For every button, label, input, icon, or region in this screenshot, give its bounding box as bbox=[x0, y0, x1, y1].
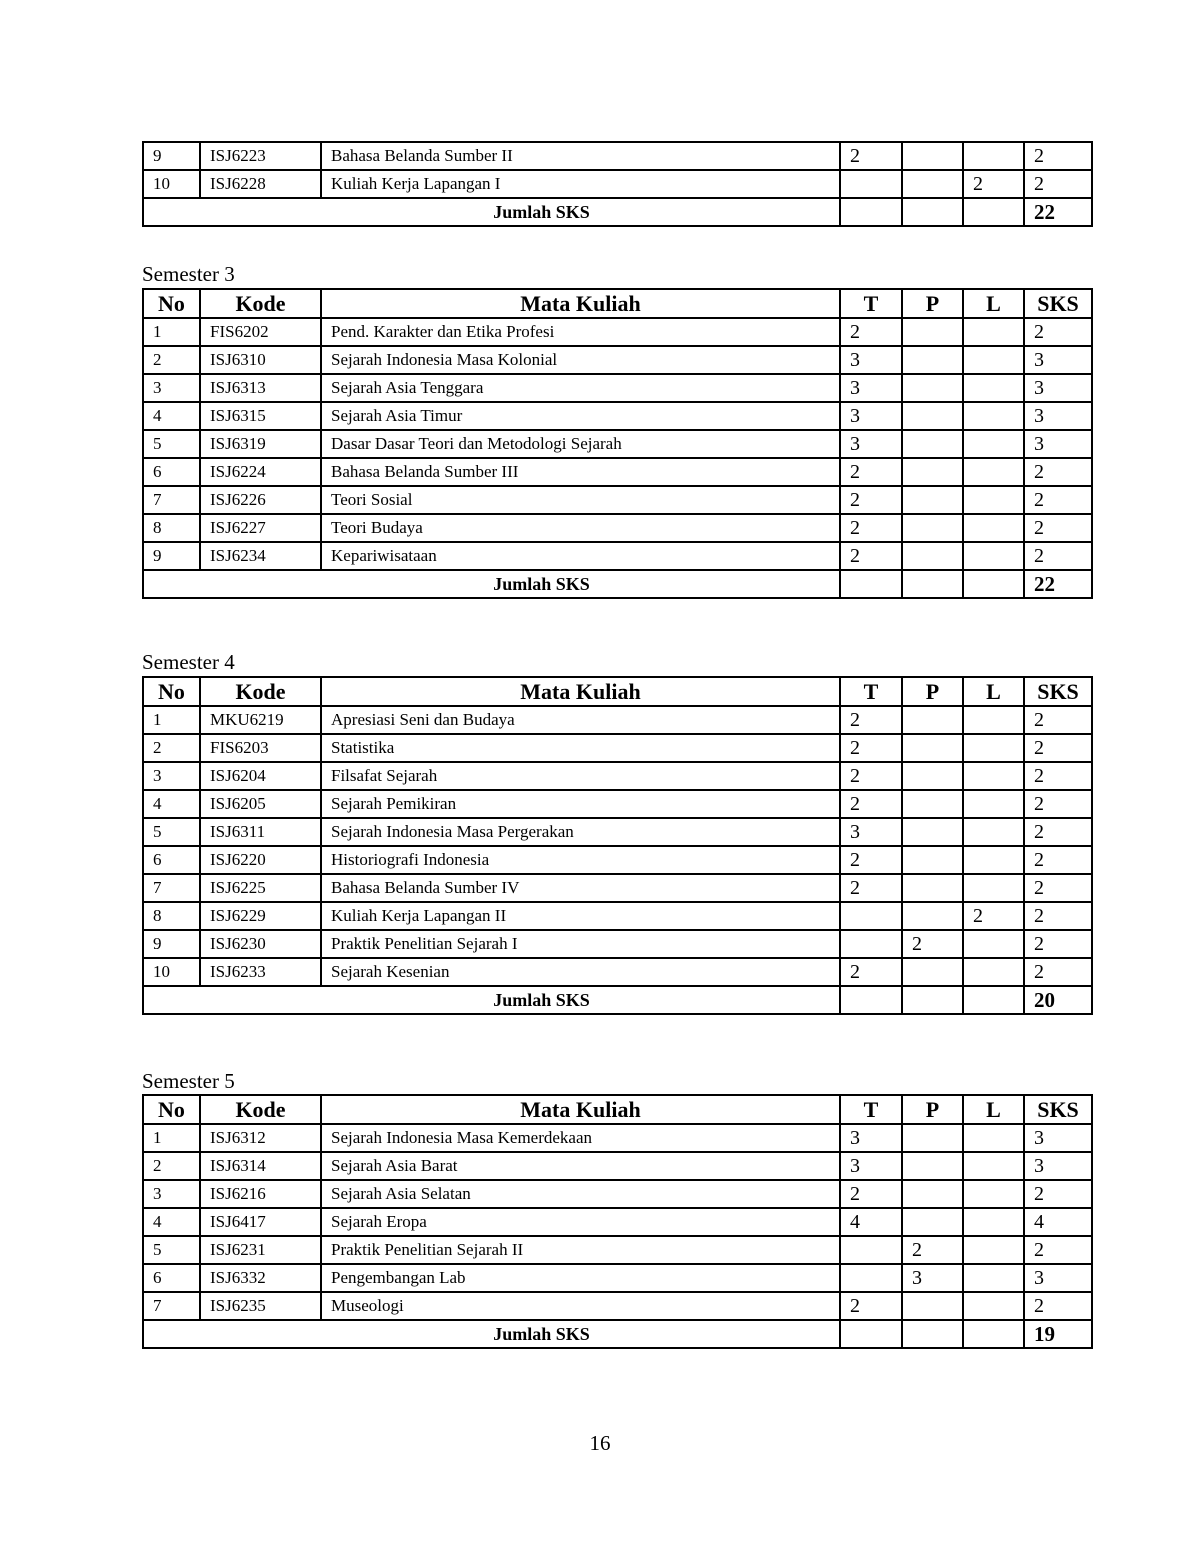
cell-no: 5 bbox=[143, 1236, 200, 1264]
header-kode: Kode bbox=[200, 677, 321, 706]
table-row bbox=[143, 170, 1092, 198]
page-number: 16 bbox=[589, 1431, 611, 1455]
cell-sks: 2 bbox=[1024, 958, 1092, 986]
cell-mata-kuliah: Kepariwisataan bbox=[321, 542, 840, 570]
cell-no: 10 bbox=[143, 958, 200, 986]
cell-no: 6 bbox=[143, 1264, 200, 1292]
cell-mata-kuliah: Statistika bbox=[321, 734, 840, 762]
cell-mata-kuliah: Kuliah Kerja Lapangan II bbox=[321, 902, 840, 930]
cell-kode: ISJ6224 bbox=[200, 458, 321, 486]
total-row bbox=[143, 1320, 1092, 1348]
cell-t: 2 bbox=[840, 1180, 902, 1208]
header-kode: Kode bbox=[200, 1095, 321, 1124]
table-row bbox=[143, 846, 1092, 874]
table-row bbox=[143, 542, 1092, 570]
course-table-semester-5 bbox=[142, 1094, 1093, 1349]
cell-kode: ISJ6311 bbox=[200, 818, 321, 846]
cell-p bbox=[902, 374, 963, 402]
cell-no: 2 bbox=[143, 346, 200, 374]
cell-sks: 2 bbox=[1024, 818, 1092, 846]
cell-sks: 2 bbox=[1024, 790, 1092, 818]
cell-t bbox=[840, 1264, 902, 1292]
table-row bbox=[143, 346, 1092, 374]
cell-t: 3 bbox=[840, 374, 902, 402]
total-sks-value: 20 bbox=[1024, 986, 1092, 1014]
cell-kode: ISJ6205 bbox=[200, 790, 321, 818]
cell-sks: 2 bbox=[1024, 706, 1092, 734]
cell-kode: ISJ6216 bbox=[200, 1180, 321, 1208]
cell-no: 8 bbox=[143, 902, 200, 930]
cell-sks: 2 bbox=[1024, 902, 1092, 930]
cell-t: 3 bbox=[840, 346, 902, 374]
cell-sks: 2 bbox=[1024, 762, 1092, 790]
header-row bbox=[143, 677, 1092, 706]
cell-mata-kuliah: Filsafat Sejarah bbox=[321, 762, 840, 790]
cell-mata-kuliah: Praktik Penelitian Sejarah II bbox=[321, 1236, 840, 1264]
table-row bbox=[143, 318, 1092, 346]
cell-kode: ISJ6233 bbox=[200, 958, 321, 986]
header-sks: SKS bbox=[1024, 1095, 1092, 1124]
cell-l bbox=[963, 1236, 1024, 1264]
cell-no: 3 bbox=[143, 762, 200, 790]
cell-p bbox=[902, 542, 963, 570]
cell-mata-kuliah: Kuliah Kerja Lapangan I bbox=[321, 170, 840, 198]
table-row bbox=[143, 458, 1092, 486]
cell-kode: ISJ6332 bbox=[200, 1264, 321, 1292]
course-table-semester-4 bbox=[142, 676, 1093, 1015]
cell-mata-kuliah: Sejarah Kesenian bbox=[321, 958, 840, 986]
total-sks-value: 22 bbox=[1024, 198, 1092, 226]
cell-t: 2 bbox=[840, 706, 902, 734]
cell-sks: 2 bbox=[1024, 734, 1092, 762]
header-kode: Kode bbox=[200, 289, 321, 318]
table-row bbox=[143, 1236, 1092, 1264]
cell-kode: ISJ6220 bbox=[200, 846, 321, 874]
course-table-continued bbox=[142, 141, 1093, 227]
cell-l bbox=[963, 734, 1024, 762]
cell-no: 3 bbox=[143, 374, 200, 402]
cell-t: 2 bbox=[840, 762, 902, 790]
cell-t: 2 bbox=[840, 958, 902, 986]
cell-kode: ISJ6314 bbox=[200, 1152, 321, 1180]
cell-sks: 2 bbox=[1024, 846, 1092, 874]
total-sks-value: 22 bbox=[1024, 570, 1092, 598]
cell-p bbox=[902, 1208, 963, 1236]
header-t: T bbox=[840, 1095, 902, 1124]
total-label: Jumlah SKS bbox=[143, 198, 840, 226]
total-label: Jumlah SKS bbox=[143, 1320, 840, 1348]
header-t: T bbox=[840, 677, 902, 706]
cell-mata-kuliah: Sejarah Eropa bbox=[321, 1208, 840, 1236]
empty-cell bbox=[963, 570, 1024, 598]
header-row bbox=[143, 1095, 1092, 1124]
cell-no: 9 bbox=[143, 542, 200, 570]
header-t: T bbox=[840, 289, 902, 318]
cell-sks: 2 bbox=[1024, 514, 1092, 542]
cell-mata-kuliah: Sejarah Pemikiran bbox=[321, 790, 840, 818]
cell-sks: 3 bbox=[1024, 374, 1092, 402]
cell-l bbox=[963, 1264, 1024, 1292]
table-body bbox=[143, 142, 1092, 226]
cell-l bbox=[963, 790, 1024, 818]
cell-kode: ISJ6230 bbox=[200, 930, 321, 958]
cell-kode: MKU6219 bbox=[200, 706, 321, 734]
cell-kode: ISJ6228 bbox=[200, 170, 321, 198]
semester-title: Semester 5 bbox=[142, 1069, 235, 1093]
cell-l bbox=[963, 818, 1024, 846]
cell-l bbox=[963, 706, 1024, 734]
cell-mata-kuliah: Historiografi Indonesia bbox=[321, 846, 840, 874]
empty-cell bbox=[963, 1320, 1024, 1348]
cell-sks: 2 bbox=[1024, 170, 1092, 198]
cell-kode: ISJ6234 bbox=[200, 542, 321, 570]
cell-p bbox=[902, 874, 963, 902]
cell-sks: 2 bbox=[1024, 458, 1092, 486]
cell-no: 7 bbox=[143, 874, 200, 902]
cell-no: 6 bbox=[143, 458, 200, 486]
cell-sks: 3 bbox=[1024, 1264, 1092, 1292]
cell-no: 7 bbox=[143, 1292, 200, 1320]
course-table-semester-3 bbox=[142, 288, 1093, 599]
table-row bbox=[143, 1180, 1092, 1208]
table-row bbox=[143, 874, 1092, 902]
cell-l bbox=[963, 930, 1024, 958]
table-row bbox=[143, 1152, 1092, 1180]
table-row bbox=[143, 958, 1092, 986]
cell-mata-kuliah: Teori Sosial bbox=[321, 486, 840, 514]
cell-t: 2 bbox=[840, 542, 902, 570]
cell-sks: 3 bbox=[1024, 430, 1092, 458]
cell-t: 3 bbox=[840, 818, 902, 846]
cell-sks: 2 bbox=[1024, 930, 1092, 958]
cell-no: 2 bbox=[143, 1152, 200, 1180]
cell-t: 3 bbox=[840, 430, 902, 458]
cell-kode: ISJ6235 bbox=[200, 1292, 321, 1320]
cell-p bbox=[902, 318, 963, 346]
cell-kode: ISJ6226 bbox=[200, 486, 321, 514]
cell-sks: 2 bbox=[1024, 486, 1092, 514]
cell-kode: ISJ6229 bbox=[200, 902, 321, 930]
cell-t: 2 bbox=[840, 486, 902, 514]
cell-mata-kuliah: Sejarah Asia Selatan bbox=[321, 1180, 840, 1208]
cell-sks: 2 bbox=[1024, 1292, 1092, 1320]
cell-mata-kuliah: Praktik Penelitian Sejarah I bbox=[321, 930, 840, 958]
cell-t bbox=[840, 902, 902, 930]
table-row bbox=[143, 142, 1092, 170]
cell-l bbox=[963, 1208, 1024, 1236]
cell-no: 10 bbox=[143, 170, 200, 198]
cell-no: 4 bbox=[143, 1208, 200, 1236]
cell-t bbox=[840, 170, 902, 198]
cell-t: 3 bbox=[840, 1124, 902, 1152]
table-row bbox=[143, 374, 1092, 402]
cell-no: 9 bbox=[143, 930, 200, 958]
cell-kode: ISJ6312 bbox=[200, 1124, 321, 1152]
cell-p bbox=[902, 790, 963, 818]
cell-l bbox=[963, 142, 1024, 170]
cell-no: 2 bbox=[143, 734, 200, 762]
empty-cell bbox=[840, 986, 902, 1014]
table-row bbox=[143, 734, 1092, 762]
cell-sks: 3 bbox=[1024, 346, 1092, 374]
total-sks-value: 19 bbox=[1024, 1320, 1092, 1348]
cell-l bbox=[963, 374, 1024, 402]
cell-l: 2 bbox=[963, 170, 1024, 198]
table-row bbox=[143, 818, 1092, 846]
cell-p bbox=[902, 1292, 963, 1320]
cell-mata-kuliah: Pend. Karakter dan Etika Profesi bbox=[321, 318, 840, 346]
cell-kode: ISJ6315 bbox=[200, 402, 321, 430]
cell-sks: 3 bbox=[1024, 1124, 1092, 1152]
cell-l bbox=[963, 346, 1024, 374]
total-label: Jumlah SKS bbox=[143, 986, 840, 1014]
header-l: L bbox=[963, 289, 1024, 318]
header-no: No bbox=[143, 289, 200, 318]
cell-t: 3 bbox=[840, 402, 902, 430]
cell-p bbox=[902, 762, 963, 790]
cell-p bbox=[902, 170, 963, 198]
cell-kode: ISJ6225 bbox=[200, 874, 321, 902]
empty-cell bbox=[840, 570, 902, 598]
cell-kode: FIS6202 bbox=[200, 318, 321, 346]
header-l: L bbox=[963, 677, 1024, 706]
cell-p bbox=[902, 514, 963, 542]
cell-l bbox=[963, 542, 1024, 570]
cell-p bbox=[902, 706, 963, 734]
cell-l bbox=[963, 458, 1024, 486]
cell-l bbox=[963, 1152, 1024, 1180]
cell-l bbox=[963, 958, 1024, 986]
table-row bbox=[143, 930, 1092, 958]
cell-l bbox=[963, 874, 1024, 902]
cell-sks: 2 bbox=[1024, 542, 1092, 570]
cell-p: 2 bbox=[902, 1236, 963, 1264]
total-row bbox=[143, 986, 1092, 1014]
cell-mata-kuliah: Sejarah Indonesia Masa Kolonial bbox=[321, 346, 840, 374]
cell-mata-kuliah: Bahasa Belanda Sumber III bbox=[321, 458, 840, 486]
semester-title: Semester 4 bbox=[142, 650, 235, 674]
table-row bbox=[143, 402, 1092, 430]
cell-l bbox=[963, 514, 1024, 542]
cell-p bbox=[902, 1124, 963, 1152]
table-row bbox=[143, 430, 1092, 458]
empty-cell bbox=[902, 986, 963, 1014]
cell-mata-kuliah: Apresiasi Seni dan Budaya bbox=[321, 706, 840, 734]
cell-l bbox=[963, 402, 1024, 430]
cell-no: 1 bbox=[143, 318, 200, 346]
cell-t: 3 bbox=[840, 1152, 902, 1180]
empty-cell bbox=[963, 986, 1024, 1014]
cell-p bbox=[902, 1180, 963, 1208]
table-header bbox=[143, 289, 1092, 318]
cell-p bbox=[902, 430, 963, 458]
header-no: No bbox=[143, 1095, 200, 1124]
cell-l bbox=[963, 1180, 1024, 1208]
total-row bbox=[143, 570, 1092, 598]
cell-no: 3 bbox=[143, 1180, 200, 1208]
cell-t: 2 bbox=[840, 142, 902, 170]
cell-no: 1 bbox=[143, 706, 200, 734]
cell-p bbox=[902, 486, 963, 514]
cell-t: 2 bbox=[840, 734, 902, 762]
cell-kode: ISJ6417 bbox=[200, 1208, 321, 1236]
empty-cell bbox=[902, 198, 963, 226]
cell-p bbox=[902, 142, 963, 170]
cell-kode: ISJ6310 bbox=[200, 346, 321, 374]
cell-sks: 2 bbox=[1024, 142, 1092, 170]
table-row bbox=[143, 706, 1092, 734]
cell-sks: 2 bbox=[1024, 1236, 1092, 1264]
cell-t: 2 bbox=[840, 846, 902, 874]
cell-p bbox=[902, 734, 963, 762]
cell-sks: 4 bbox=[1024, 1208, 1092, 1236]
cell-mata-kuliah: Dasar Dasar Teori dan Metodologi Sejarah bbox=[321, 430, 840, 458]
cell-l bbox=[963, 1292, 1024, 1320]
cell-p: 2 bbox=[902, 930, 963, 958]
table-row bbox=[143, 1264, 1092, 1292]
table-row bbox=[143, 902, 1092, 930]
table-row bbox=[143, 514, 1092, 542]
cell-l: 2 bbox=[963, 902, 1024, 930]
table-body bbox=[143, 706, 1092, 1014]
cell-mata-kuliah: Sejarah Indonesia Masa Pergerakan bbox=[321, 818, 840, 846]
cell-mata-kuliah: Bahasa Belanda Sumber IV bbox=[321, 874, 840, 902]
cell-p bbox=[902, 958, 963, 986]
cell-mata-kuliah: Sejarah Asia Timur bbox=[321, 402, 840, 430]
cell-mata-kuliah: Sejarah Asia Barat bbox=[321, 1152, 840, 1180]
cell-kode: FIS6203 bbox=[200, 734, 321, 762]
table-header bbox=[143, 677, 1092, 706]
table-body bbox=[143, 318, 1092, 598]
total-row bbox=[143, 198, 1092, 226]
cell-no: 7 bbox=[143, 486, 200, 514]
empty-cell bbox=[963, 198, 1024, 226]
semester-title: Semester 3 bbox=[142, 262, 235, 286]
cell-sks: 2 bbox=[1024, 1180, 1092, 1208]
cell-mata-kuliah: Sejarah Asia Tenggara bbox=[321, 374, 840, 402]
cell-t: 2 bbox=[840, 1292, 902, 1320]
total-label: Jumlah SKS bbox=[143, 570, 840, 598]
empty-cell bbox=[840, 1320, 902, 1348]
table-body bbox=[143, 1124, 1092, 1348]
header-sks: SKS bbox=[1024, 289, 1092, 318]
header-p: P bbox=[902, 1095, 963, 1124]
empty-cell bbox=[840, 198, 902, 226]
cell-p bbox=[902, 458, 963, 486]
cell-t bbox=[840, 1236, 902, 1264]
cell-t: 2 bbox=[840, 514, 902, 542]
cell-l bbox=[963, 486, 1024, 514]
header-sks: SKS bbox=[1024, 677, 1092, 706]
header-p: P bbox=[902, 289, 963, 318]
cell-no: 5 bbox=[143, 430, 200, 458]
table-row bbox=[143, 1208, 1092, 1236]
cell-p bbox=[902, 902, 963, 930]
cell-mata-kuliah: Museologi bbox=[321, 1292, 840, 1320]
cell-l bbox=[963, 318, 1024, 346]
table-header bbox=[143, 1095, 1092, 1124]
cell-t: 4 bbox=[840, 1208, 902, 1236]
cell-no: 4 bbox=[143, 402, 200, 430]
table-row bbox=[143, 790, 1092, 818]
cell-mata-kuliah: Sejarah Indonesia Masa Kemerdekaan bbox=[321, 1124, 840, 1152]
cell-p bbox=[902, 346, 963, 374]
header-mata-kuliah: Mata Kuliah bbox=[321, 1095, 840, 1124]
cell-no: 9 bbox=[143, 142, 200, 170]
cell-p bbox=[902, 846, 963, 874]
cell-no: 6 bbox=[143, 846, 200, 874]
cell-mata-kuliah: Bahasa Belanda Sumber II bbox=[321, 142, 840, 170]
cell-t: 2 bbox=[840, 874, 902, 902]
cell-sks: 2 bbox=[1024, 318, 1092, 346]
cell-t: 2 bbox=[840, 318, 902, 346]
table-row bbox=[143, 762, 1092, 790]
cell-no: 4 bbox=[143, 790, 200, 818]
cell-t bbox=[840, 930, 902, 958]
header-p: P bbox=[902, 677, 963, 706]
cell-p bbox=[902, 1152, 963, 1180]
cell-kode: ISJ6231 bbox=[200, 1236, 321, 1264]
empty-cell bbox=[902, 570, 963, 598]
cell-sks: 3 bbox=[1024, 402, 1092, 430]
cell-no: 1 bbox=[143, 1124, 200, 1152]
cell-kode: ISJ6313 bbox=[200, 374, 321, 402]
header-no: No bbox=[143, 677, 200, 706]
cell-kode: ISJ6223 bbox=[200, 142, 321, 170]
cell-mata-kuliah: Teori Budaya bbox=[321, 514, 840, 542]
cell-no: 8 bbox=[143, 514, 200, 542]
header-mata-kuliah: Mata Kuliah bbox=[321, 677, 840, 706]
cell-p: 3 bbox=[902, 1264, 963, 1292]
cell-kode: ISJ6319 bbox=[200, 430, 321, 458]
cell-t: 2 bbox=[840, 458, 902, 486]
cell-no: 5 bbox=[143, 818, 200, 846]
cell-sks: 3 bbox=[1024, 1152, 1092, 1180]
cell-mata-kuliah: Pengembangan Lab bbox=[321, 1264, 840, 1292]
cell-l bbox=[963, 762, 1024, 790]
cell-l bbox=[963, 1124, 1024, 1152]
header-row bbox=[143, 289, 1092, 318]
table-row bbox=[143, 1124, 1092, 1152]
cell-p bbox=[902, 818, 963, 846]
cell-l bbox=[963, 846, 1024, 874]
cell-p bbox=[902, 402, 963, 430]
cell-l bbox=[963, 430, 1024, 458]
cell-kode: ISJ6204 bbox=[200, 762, 321, 790]
header-mata-kuliah: Mata Kuliah bbox=[321, 289, 840, 318]
cell-kode: ISJ6227 bbox=[200, 514, 321, 542]
table-row bbox=[143, 1292, 1092, 1320]
empty-cell bbox=[902, 1320, 963, 1348]
table-row bbox=[143, 486, 1092, 514]
cell-t: 2 bbox=[840, 790, 902, 818]
cell-sks: 2 bbox=[1024, 874, 1092, 902]
header-l: L bbox=[963, 1095, 1024, 1124]
